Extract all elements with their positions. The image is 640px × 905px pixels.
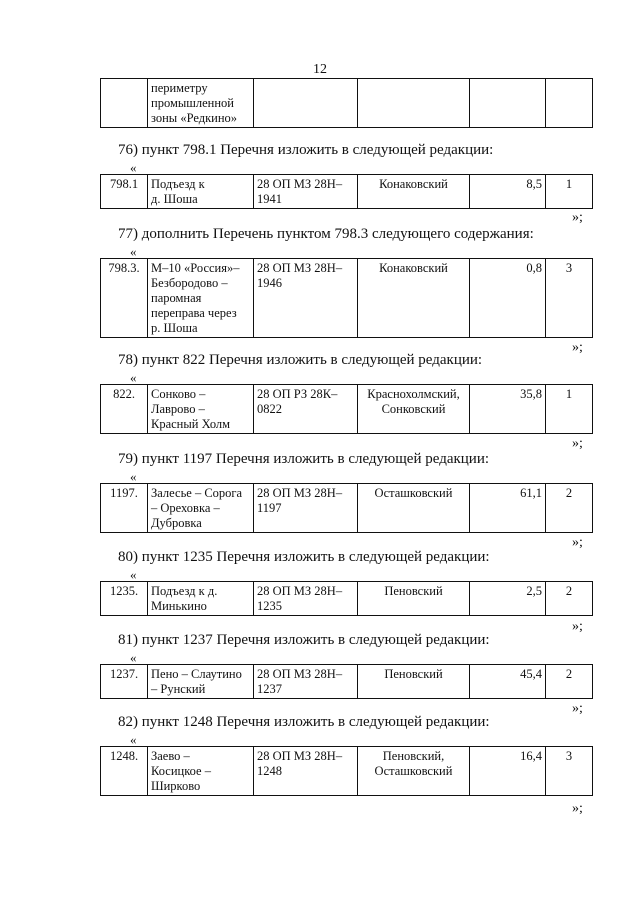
cell-code-line: 28 ОП РЗ 28К–: [257, 387, 338, 401]
cell-length: 2,5: [470, 582, 546, 616]
cell-category: 2: [546, 665, 593, 699]
cell-road-name: [148, 484, 254, 533]
cell-district-line: Конаковский: [379, 177, 448, 191]
close-quote: »;: [572, 535, 583, 550]
road-table: [100, 581, 593, 616]
cell-code-line: 28 ОП МЗ 28Н–: [257, 486, 343, 500]
amendment-heading: 80) пункт 1235 Перечня изложить в следующей редакции:: [118, 549, 490, 565]
cell-number: 1235.: [101, 582, 148, 616]
road-table: [100, 664, 593, 699]
cell-category: 1: [546, 175, 593, 209]
cell-length: 8,5: [470, 175, 546, 209]
road-table: [100, 258, 593, 338]
cell-road-name-line: Дубровка: [151, 516, 202, 530]
cell-district: [358, 385, 470, 434]
amendment-heading: 77) дополнить Перечень пунктом 798.3 следующего содержания:: [118, 226, 534, 242]
cell-road-name-line: Заево –: [151, 749, 190, 763]
cell-district: [358, 747, 470, 796]
cell-number: [101, 79, 148, 128]
open-quote: «: [130, 469, 137, 484]
close-quote: »;: [572, 619, 583, 634]
cell-length: 45,4: [470, 665, 546, 699]
cell-category: 3: [546, 259, 593, 338]
cell-length: 61,1: [470, 484, 546, 533]
amendment-heading: 79) пункт 1197 Перечня изложить в следующей редакции:: [118, 451, 490, 467]
cell-road-name-line: Безбородово –: [151, 276, 228, 290]
cell-length: 0,8: [470, 259, 546, 338]
cell-code-line: 1237: [257, 682, 282, 696]
cell-length: [470, 79, 546, 128]
cell-category: 2: [546, 582, 593, 616]
cell-code-line: 28 ОП МЗ 28Н–: [257, 584, 343, 598]
open-quote: «: [130, 244, 137, 259]
table-row: [101, 484, 593, 533]
table-row: [101, 582, 593, 616]
cell-road-name-line: – Ореховка –: [151, 501, 220, 515]
cell-road-name: [148, 665, 254, 699]
cell-district-line: Пеновский: [384, 667, 443, 681]
cell-code-line: 1235: [257, 599, 282, 613]
cell-category: 3: [546, 747, 593, 796]
cell-road-name-line: р. Шоша: [151, 321, 198, 335]
cell-road-name-line: Минькино: [151, 599, 207, 613]
table-row: [101, 747, 593, 796]
cell-code: [254, 259, 358, 338]
table-row: [101, 665, 593, 699]
cell-code: [254, 484, 358, 533]
close-quote: »;: [572, 340, 583, 355]
page-number: 12: [313, 62, 327, 77]
cell-district: [358, 665, 470, 699]
cell-road-name-line: Подъезд к д.: [151, 584, 218, 598]
amendment-heading: 78) пункт 822 Перечня изложить в следующей редакции:: [118, 352, 483, 368]
cell-code: [254, 175, 358, 209]
open-quote: «: [130, 567, 137, 582]
cell-code-line: 28 ОП МЗ 28Н–: [257, 261, 343, 275]
cell-code-line: 1197: [257, 501, 282, 515]
open-quote: «: [130, 732, 137, 747]
cell-road-name-line: – Рунский: [151, 682, 206, 696]
road-table: [100, 746, 593, 796]
close-quote: »;: [572, 701, 583, 716]
cell-district-line: Осташковский: [374, 486, 453, 500]
cell-code-line: 28 ОП МЗ 28Н–: [257, 177, 343, 191]
cell-district: [358, 175, 470, 209]
cell-district: [358, 259, 470, 338]
cell-district: [358, 79, 470, 128]
cell-road-name-line: паромная: [151, 291, 202, 305]
cell-number: 798.1: [101, 175, 148, 209]
cell-code-line: 0822: [257, 402, 282, 416]
cell-code-line: 28 ОП МЗ 28Н–: [257, 749, 343, 763]
cell-road-name-line: Красный Холм: [151, 417, 231, 431]
cell-category: 2: [546, 484, 593, 533]
cell-district-line: Сонковский: [381, 402, 446, 416]
table-row: [101, 175, 593, 209]
cell-category: 1: [546, 385, 593, 434]
cell-road-name-line: М–10 «Россия»–: [151, 261, 240, 275]
cell-category: [546, 79, 593, 128]
cell-code: [254, 665, 358, 699]
cell-number: 798.3.: [101, 259, 148, 338]
cell-district-line: Конаковский: [379, 261, 448, 275]
cell-number: 1248.: [101, 747, 148, 796]
cell-length: 35,8: [470, 385, 546, 434]
table-row: [101, 79, 593, 128]
road-table: [100, 174, 593, 209]
cell-district-line: Осташковский: [374, 764, 453, 778]
cell-code-line: 1946: [257, 276, 282, 290]
road-table: [100, 483, 593, 533]
open-quote: «: [130, 370, 137, 385]
cell-code: [254, 582, 358, 616]
cell-code: [254, 79, 358, 128]
continuation-table: [100, 78, 593, 128]
cell-code: [254, 385, 358, 434]
cell-road-name-line: Лаврово –: [151, 402, 205, 416]
cell-district-line: Пеновский,: [382, 749, 445, 763]
cell-road-name-line: Залесье – Сорога: [151, 486, 243, 500]
name-line: зоны «Редкино»: [151, 111, 238, 125]
close-quote: »;: [572, 801, 583, 816]
cell-road-name: [148, 582, 254, 616]
cell-road-name: [148, 385, 254, 434]
cell-code-line: 28 ОП МЗ 28Н–: [257, 667, 343, 681]
name-line: периметру: [151, 81, 208, 95]
amendment-heading: 81) пункт 1237 Перечня изложить в следующей редакции:: [118, 632, 490, 648]
open-quote: «: [130, 160, 137, 175]
amendment-heading: 76) пункт 798.1 Перечня изложить в следующей редакции:: [118, 142, 494, 158]
cell-road-name: [148, 747, 254, 796]
cell-road-name-line: Подъезд к: [151, 177, 205, 191]
close-quote: »;: [572, 436, 583, 451]
cell-district: [358, 582, 470, 616]
cell-road-name: [148, 259, 254, 338]
cell-number: 1197.: [101, 484, 148, 533]
table-row: [101, 259, 593, 338]
cell-code-line: 1248: [257, 764, 282, 778]
cell-district: [358, 484, 470, 533]
cell-code-line: 1941: [257, 192, 282, 206]
cell-code: [254, 747, 358, 796]
cell-road-name: [148, 175, 254, 209]
open-quote: «: [130, 650, 137, 665]
cell-road-name-line: Сонково –: [151, 387, 206, 401]
cell-district-line: Пеновский: [384, 584, 443, 598]
amendment-heading: 82) пункт 1248 Перечня изложить в следующей редакции:: [118, 714, 490, 730]
cell-road-name-line: д. Шоша: [151, 192, 198, 206]
cell-road-name-line: Ширково: [151, 779, 201, 793]
cell-road-name-line: Пено – Слаутино: [151, 667, 242, 681]
table-row: [101, 385, 593, 434]
cell-road-name-line: переправа через: [151, 306, 237, 320]
cell-number: 1237.: [101, 665, 148, 699]
road-table: [100, 384, 593, 434]
cell-length: 16,4: [470, 747, 546, 796]
cell-district-line: Краснохолмский,: [367, 387, 460, 401]
close-quote: »;: [572, 210, 583, 225]
name-line: промышленной: [151, 96, 234, 110]
cell-road-name-line: Косицкое –: [151, 764, 211, 778]
cell-road-name: [148, 79, 254, 128]
cell-number: 822.: [101, 385, 148, 434]
